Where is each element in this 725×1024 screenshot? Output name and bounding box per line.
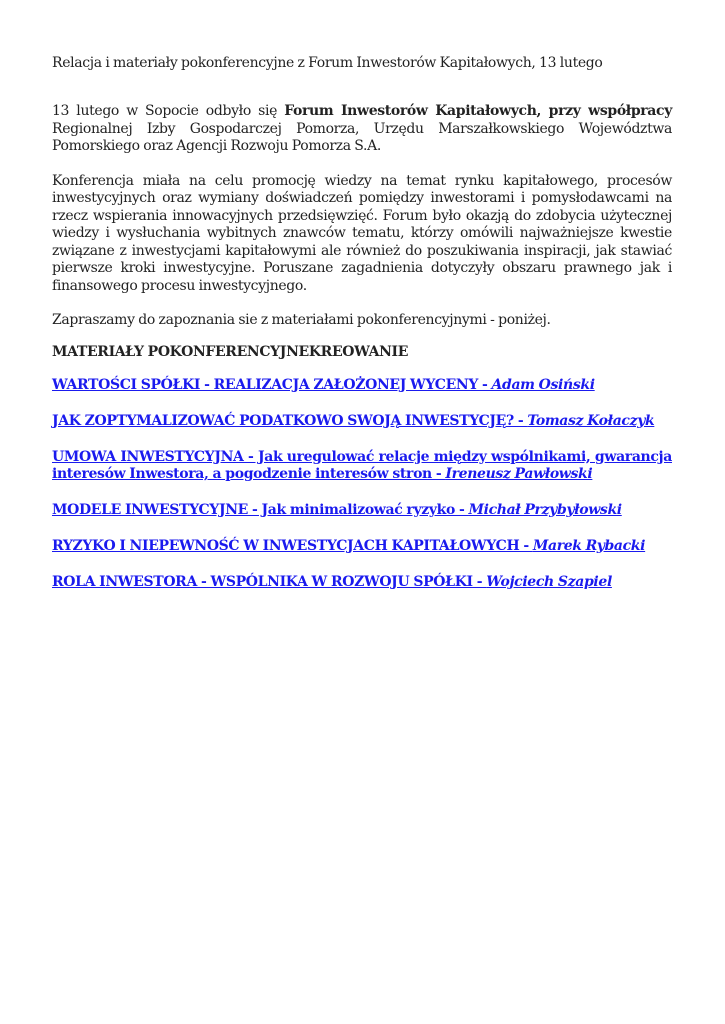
invitation-paragraph: Zapraszamy do zapoznania sie z materiałami pokonferencyjnymi - poniżej. — [52, 312, 551, 328]
material-link-author: Wojciech Szapiel — [486, 574, 612, 590]
material-link-topic: MODELE INWESTYCYJNE - Jak minimalizować ryzyko - — [52, 502, 469, 518]
materials-heading: MATERIAŁY POKONFERENCYJNEKREOWANIE — [52, 343, 409, 360]
material-link-topic: RYZYKO I NIEPEWNOŚĆ W INWESTYCJACH KAPITAŁOWYCH - — [52, 538, 533, 554]
intro-paragraph — [52, 103, 672, 156]
material-link-ireneusz-pawlowski[interactable] — [52, 449, 672, 484]
intro-text-before: 13 lutego w Sopocie odbyło się — [52, 103, 285, 119]
material-link-topic: UMOWA INWESTYCYJNA - Jak uregulować relacje między wspólnikami, gwarancja interesów Inwestora, a pogodzenie interesów stron - — [52, 448, 672, 482]
material-link-marek-rybacki[interactable] — [52, 538, 672, 556]
document-title: Relacja i materiały pokonferencyjne z Forum Inwestorów Kapitałowych, 13 lutego — [52, 55, 603, 71]
document-page — [52, 54, 672, 610]
material-link-author: Adam Osiński — [491, 376, 595, 393]
material-link-author: Marek Rybacki — [532, 538, 646, 554]
material-link-topic: JAK ZOPTYMALIZOWAĆ PODATKOWO SWOJĄ INWESTYCJĘ? - — [52, 412, 528, 429]
material-link-michal-przybylowski[interactable] — [52, 502, 672, 520]
material-link-author: Ireneusz Pawłowski — [445, 466, 593, 482]
material-link-tomasz-kolaczyk[interactable] — [52, 413, 672, 431]
material-link-wojciech-szapiel[interactable] — [52, 574, 672, 592]
materials-link-list — [52, 377, 672, 592]
intro-forum-name: Forum Inwestorów Kapitałowych, przy współpracy — [284, 103, 672, 119]
material-link-topic: WARTOŚCI SPÓŁKI - REALIZACJA ZAŁOŻONEJ WYCENY - — [52, 376, 492, 393]
intro-text-after: Regionalnej Izby Gospodarczej Pomorza, Urzędu Marszałkowskiego Województwa Pomorskiego oraz Agencji Rozwoju Pomorza S.A. — [52, 120, 672, 154]
material-link-author: Tomasz Kołaczyk — [527, 412, 655, 429]
material-link-topic: ROLA INWESTORA - WSPÓLNIKA W ROZWOJU SPÓŁKI - — [52, 574, 487, 590]
material-link-adam-osinski[interactable] — [52, 377, 672, 395]
description-paragraph: Konferencja miała na celu promocję wiedzy na temat rynku kapitałowego, procesów inwestycyjnych oraz wymiany doświadczeń pomiędzy inwestorami i pomysłodawcami na rzecz wspierania innowacyjnych przedsięwzięć. Forum było okazją do zdobycia użytecznej wiedzy i wysłuchania wybitnych znawców tematu, którzy omówili najważniejsze kwestie związane z inwestycjami kapitałowymi ale również do poszukiwania inspiracji, jak stawiać pierwsze kroki inwestycyjne. Poruszane zagadnienia dotyczyły obszaru prawnego jak i finansowego procesu inwestycyjnego. — [52, 172, 672, 294]
material-link-author: Michał Przybyłowski — [468, 502, 622, 518]
